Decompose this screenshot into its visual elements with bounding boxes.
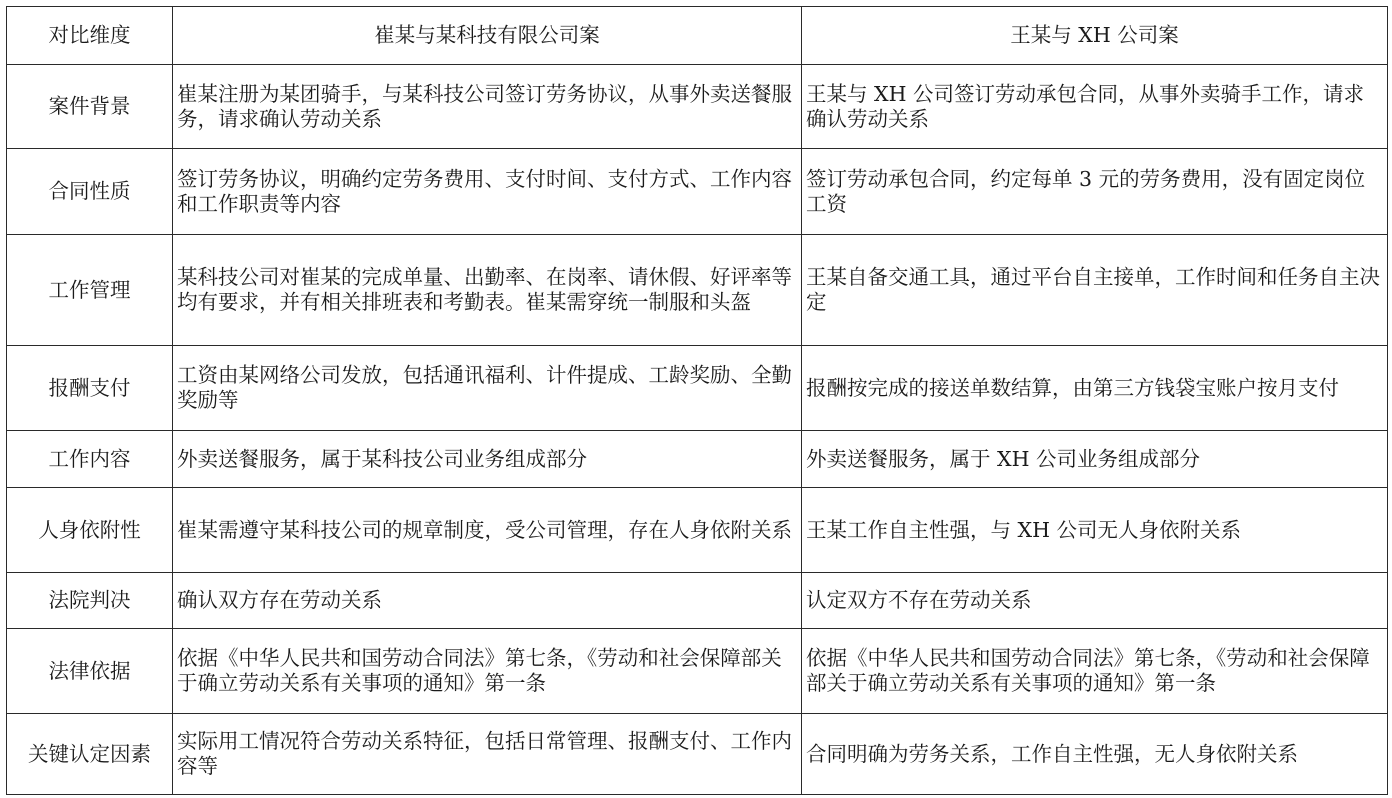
- row-case-b: 王某自备交通工具，通过平台自主接单，工作时间和任务自主决定: [802, 235, 1388, 346]
- table-row: [7, 65, 1388, 149]
- table-header-row: [7, 7, 1388, 65]
- header-dimension: 对比维度: [7, 7, 173, 65]
- row-case-b: 王某工作自主性强，与 XH 公司无人身依附关系: [802, 488, 1388, 573]
- row-case-a: 确认双方存在劳动关系: [173, 573, 802, 629]
- row-dimension: 法院判决: [7, 573, 173, 629]
- row-case-a: 工资由某网络公司发放，包括通讯福利、计件提成、工龄奖励、全勤奖励等: [173, 346, 802, 431]
- table-row: [7, 149, 1388, 235]
- comparison-table: [6, 6, 1388, 795]
- row-case-b: 报酬按完成的接送单数结算，由第三方钱袋宝账户按月支付: [802, 346, 1388, 431]
- table-row: [7, 714, 1388, 795]
- row-dimension: 报酬支付: [7, 346, 173, 431]
- row-dimension: 工作管理: [7, 235, 173, 346]
- row-case-a: 实际用工情况符合劳动关系特征，包括日常管理、报酬支付、工作内容等: [173, 714, 802, 795]
- row-dimension: 法律依据: [7, 629, 173, 714]
- row-case-b: 王某与 XH 公司签订劳动承包合同，从事外卖骑手工作，请求确认劳动关系: [802, 65, 1388, 149]
- row-dimension: 工作内容: [7, 431, 173, 488]
- table-row: [7, 346, 1388, 431]
- row-case-a: 崔某注册为某团骑手，与某科技公司签订劳务协议，从事外卖送餐服务，请求确认劳动关系: [173, 65, 802, 149]
- table-row: [7, 431, 1388, 488]
- row-case-a: 外卖送餐服务，属于某科技公司业务组成部分: [173, 431, 802, 488]
- table-row: [7, 488, 1388, 573]
- row-case-b: 合同明确为劳务关系，工作自主性强，无人身依附关系: [802, 714, 1388, 795]
- row-case-b: 签订劳动承包合同，约定每单 3 元的劳务费用，没有固定岗位工资: [802, 149, 1388, 235]
- row-case-b: 认定双方不存在劳动关系: [802, 573, 1388, 629]
- table-row: [7, 573, 1388, 629]
- comparison-table-container: [6, 6, 1387, 794]
- row-case-a: 崔某需遵守某科技公司的规章制度，受公司管理，存在人身依附关系: [173, 488, 802, 573]
- row-dimension: 案件背景: [7, 65, 173, 149]
- table-row: [7, 629, 1388, 714]
- row-case-a: 某科技公司对崔某的完成单量、出勤率、在岗率、请休假、好评率等均有要求，并有相关排班表和考勤表。崔某需穿统一制服和头盔: [173, 235, 802, 346]
- row-dimension: 关键认定因素: [7, 714, 173, 795]
- row-case-a: 依据《中华人民共和国劳动合同法》第七条，《劳动和社会保障部关于确立劳动关系有关事项的通知》第一条: [173, 629, 802, 714]
- header-case-b: 王某与 XH 公司案: [802, 7, 1388, 65]
- table-row: [7, 235, 1388, 346]
- header-case-a: 崔某与某科技有限公司案: [173, 7, 802, 65]
- row-case-b: 外卖送餐服务，属于 XH 公司业务组成部分: [802, 431, 1388, 488]
- row-dimension: 人身依附性: [7, 488, 173, 573]
- row-dimension: 合同性质: [7, 149, 173, 235]
- row-case-a: 签订劳务协议，明确约定劳务费用、支付时间、支付方式、工作内容和工作职责等内容: [173, 149, 802, 235]
- row-case-b: 依据《中华人民共和国劳动合同法》第七条，《劳动和社会保障部关于确立劳动关系有关事项的通知》第一条: [802, 629, 1388, 714]
